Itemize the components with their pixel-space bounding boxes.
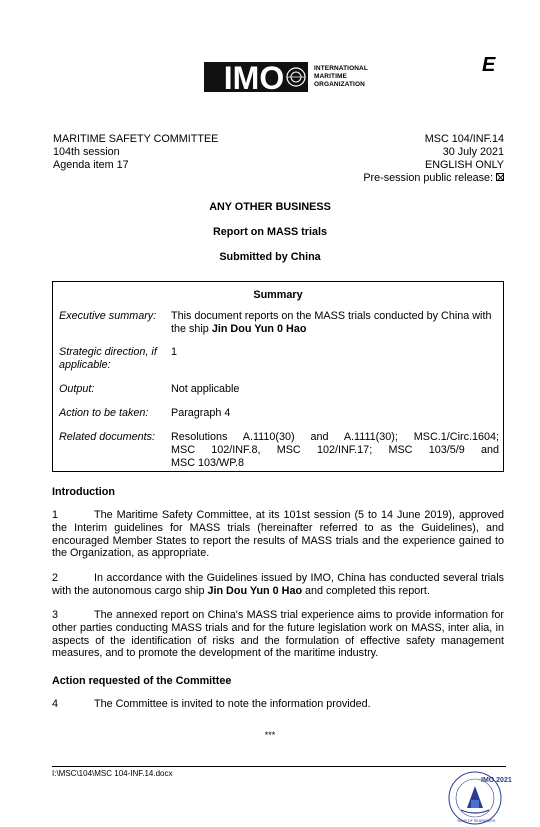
meta-right	[363, 133, 504, 185]
summary-row-output	[59, 383, 499, 396]
committee-name: MARITIME SAFETY COMMITTEE	[53, 133, 219, 145]
document-symbol: MSC 104/INF.14	[424, 133, 504, 145]
organization-name: INTERNATIONAL MARITIME ORGANIZATION	[314, 65, 368, 88]
summary-row-executive	[59, 310, 499, 336]
imo-2021-seal-icon	[447, 770, 512, 826]
action-heading: Action requested of the Committee	[52, 675, 232, 687]
language-code: E	[482, 54, 496, 76]
summary-value: Not applicable	[171, 383, 240, 395]
summary-value: Paragraph 4	[171, 407, 231, 419]
summary-label: Related documents:	[59, 431, 156, 443]
introduction-heading: Introduction	[52, 486, 115, 498]
summary-row-action	[59, 407, 499, 420]
file-path: I:\MSC\104\MSC 104-INF.14.docx	[52, 769, 173, 778]
session: 104th session	[53, 146, 120, 158]
summary-label: Action to be taken:	[59, 407, 149, 419]
paragraph-number: 4	[52, 698, 59, 710]
seal-top-text: IMO 2021	[481, 777, 512, 784]
logo-text: IMO	[223, 60, 285, 96]
language-note: ENGLISH ONLY	[425, 159, 504, 171]
paragraph-number: 1	[52, 509, 59, 521]
end-marker: ***	[264, 730, 276, 740]
paragraph-number: 3	[52, 609, 59, 621]
summary-title: Summary	[253, 289, 303, 301]
agenda-title: ANY OTHER BUSINESS	[209, 201, 331, 213]
paragraph-4: 4 The Committee is invited to note the information provided.	[52, 698, 371, 710]
agenda-item: Agenda item 17	[53, 159, 129, 171]
summary-label: Output:	[59, 383, 95, 395]
public-release: Pre-session public release:	[363, 172, 504, 185]
summary-value: This document reports on the MASS trials conducted by China with the ship Jin Dou Yun 0 Hao	[171, 310, 492, 335]
summary-row-strategic	[59, 346, 499, 372]
paragraph-3: 3 The annexed report on China's MASS trial experience aims to provide information for other parties conducting MASS trials and for the future legislation work on MASS, inter alia, in aspects of the identification of risks and the formulation of effective safety management measures, and to promote the development of the maritime industry.	[52, 609, 504, 660]
submitted-by: Submitted by China	[219, 251, 321, 263]
checked-box-icon	[496, 173, 504, 181]
summary-label: Strategic direction, if applicable:	[59, 346, 157, 371]
paragraph-number: 2	[52, 572, 59, 584]
meta-left	[53, 133, 218, 172]
summary-row-related	[59, 431, 499, 470]
summary-value: 1	[171, 346, 178, 358]
document-date: 30 July 2021	[442, 146, 504, 158]
report-title: Report on MASS trials	[213, 226, 327, 238]
seal-bottom-text: YEAR OF SEAFARERS	[457, 819, 496, 823]
paragraph-2: 2 In accordance with the Guidelines issued by IMO, China has conducted several trials with the autonomous cargo ship Jin Dou Yun 0 Hao and completed this report.	[52, 572, 504, 597]
imo-logo	[204, 58, 368, 96]
imo-logo-mark	[204, 59, 308, 95]
summary-value: Resolutions A.1110(30) and A.1111(30); MSC.1/Circ.1604; MSC 102/INF.8, MSC 102/INF.17; MSC 103/5/9 and MSC 103/WP.8	[171, 431, 499, 469]
summary-box	[52, 281, 504, 472]
footer-divider	[52, 766, 506, 767]
summary-label: Executive summary:	[59, 310, 157, 322]
paragraph-1: 1 The Maritime Safety Committee, at its 101st session (5 to 14 June 2019), approved the Interim guidelines for MASS trials (hereinafter referred to as the Guidelines), and encouraged Member States to report the results of MASS trials and the experience gained to the Organization, as appropriate.	[52, 509, 504, 560]
